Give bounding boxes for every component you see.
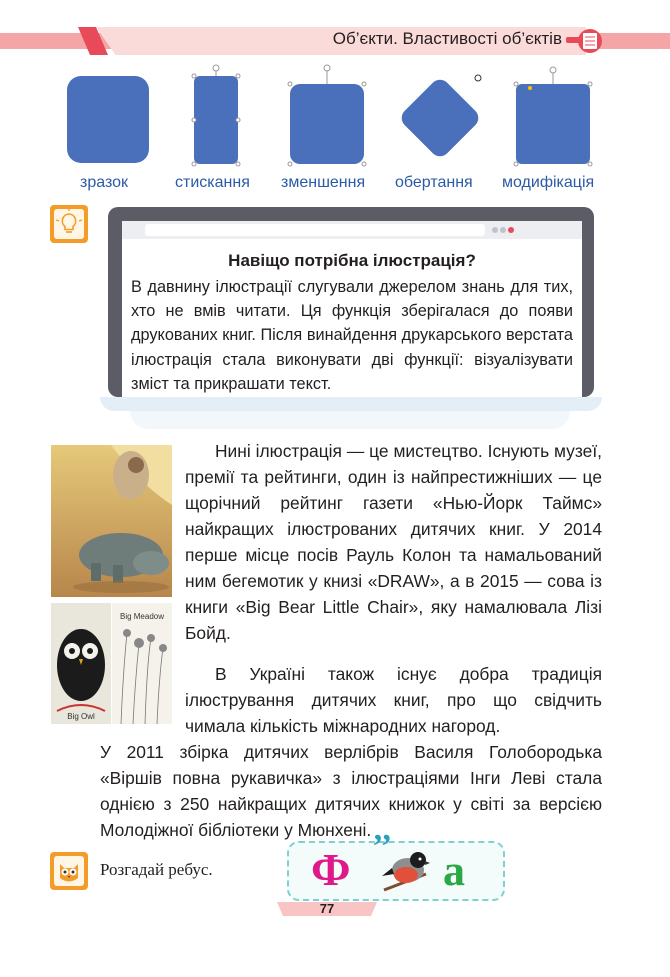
info-box-text: В давнину ілюстрації слугували джерелом знань для тих, хто не вмів читати. Ця функція зберігалася до появи друкованих книг. Після винайдення друкарського верстата ілюстрація стала виконувати дві функції: візуалізувати зміст та прикрашати текст. xyxy=(131,278,573,393)
owl-book-covers-illustration xyxy=(51,603,172,724)
page-title: Об’єкти. Властивості об’єктів xyxy=(332,29,562,48)
shape-label-sample: зразок xyxy=(80,174,129,191)
rebus-letter-1: Ф xyxy=(311,844,351,895)
window-dot xyxy=(492,227,498,233)
pencil-notebook-icon xyxy=(566,27,604,55)
info-box-title: Навіщо потрібна ілюстрація? xyxy=(228,251,476,270)
body-paragraph-1: Нині ілюстрація — це мистецтво. Існують музеї, премії та рейтинги, один із найпрестижніших — це щорічний рейтинг газети «Нью-Йорк Таймс» найкращих ілюстрованих дитячих книг. У 2014 перше місце посів Рауль Колон та намальований ним бегемотик у книзі «DRAW», а в 2015 — сова із книги «Big Bear Little Chair», яку намалювала Лізі Бойд. xyxy=(185,441,602,643)
rebus-label: Розгадай ребус. xyxy=(100,860,213,879)
lightbulb-icon xyxy=(50,205,88,243)
browser-address-bar xyxy=(145,224,485,236)
shape-compressed xyxy=(186,62,246,168)
shape-label-reduced: зменшення xyxy=(281,174,366,191)
laptop-base-shadow xyxy=(130,411,570,429)
rebus-apostrophe: ’’ xyxy=(372,828,393,865)
shape-label-rotated: обертання xyxy=(395,174,473,191)
shape-reduced xyxy=(284,62,370,168)
owl-icon xyxy=(50,852,88,890)
cover-left-text: Big Owl xyxy=(67,712,95,721)
rebus-letter-2: а xyxy=(443,846,465,895)
shape-label-modified: модифікація xyxy=(502,174,595,191)
shape-label-compressed: стискання xyxy=(175,174,250,191)
shape-modified xyxy=(512,64,594,168)
cover-right-text: Big Meadow xyxy=(119,612,165,621)
bullfinch-icon xyxy=(378,846,432,894)
window-dot xyxy=(508,227,514,233)
window-dot xyxy=(500,227,506,233)
body-paragraph-2a: В Україні також існує добра традиція ілюстрування дитячих книг, про що свідчить чимала кількість міжнародних нагород. xyxy=(185,664,602,736)
page-number: 77 xyxy=(319,901,335,916)
hippo-illustration xyxy=(51,445,172,597)
body-paragraph-2b: У 2011 збірка дитячих верлібрів Василя Голобородька «Віршів повна рукавичка» з ілюстраціями Інги Леві стала однією з 250 найкращих дитячих книжок у світі за версією Молодіжної бібліотеки у Мюнхені. xyxy=(100,742,602,840)
laptop-base xyxy=(100,397,602,411)
shape-rotated xyxy=(390,68,490,168)
shape-sample xyxy=(66,75,150,165)
